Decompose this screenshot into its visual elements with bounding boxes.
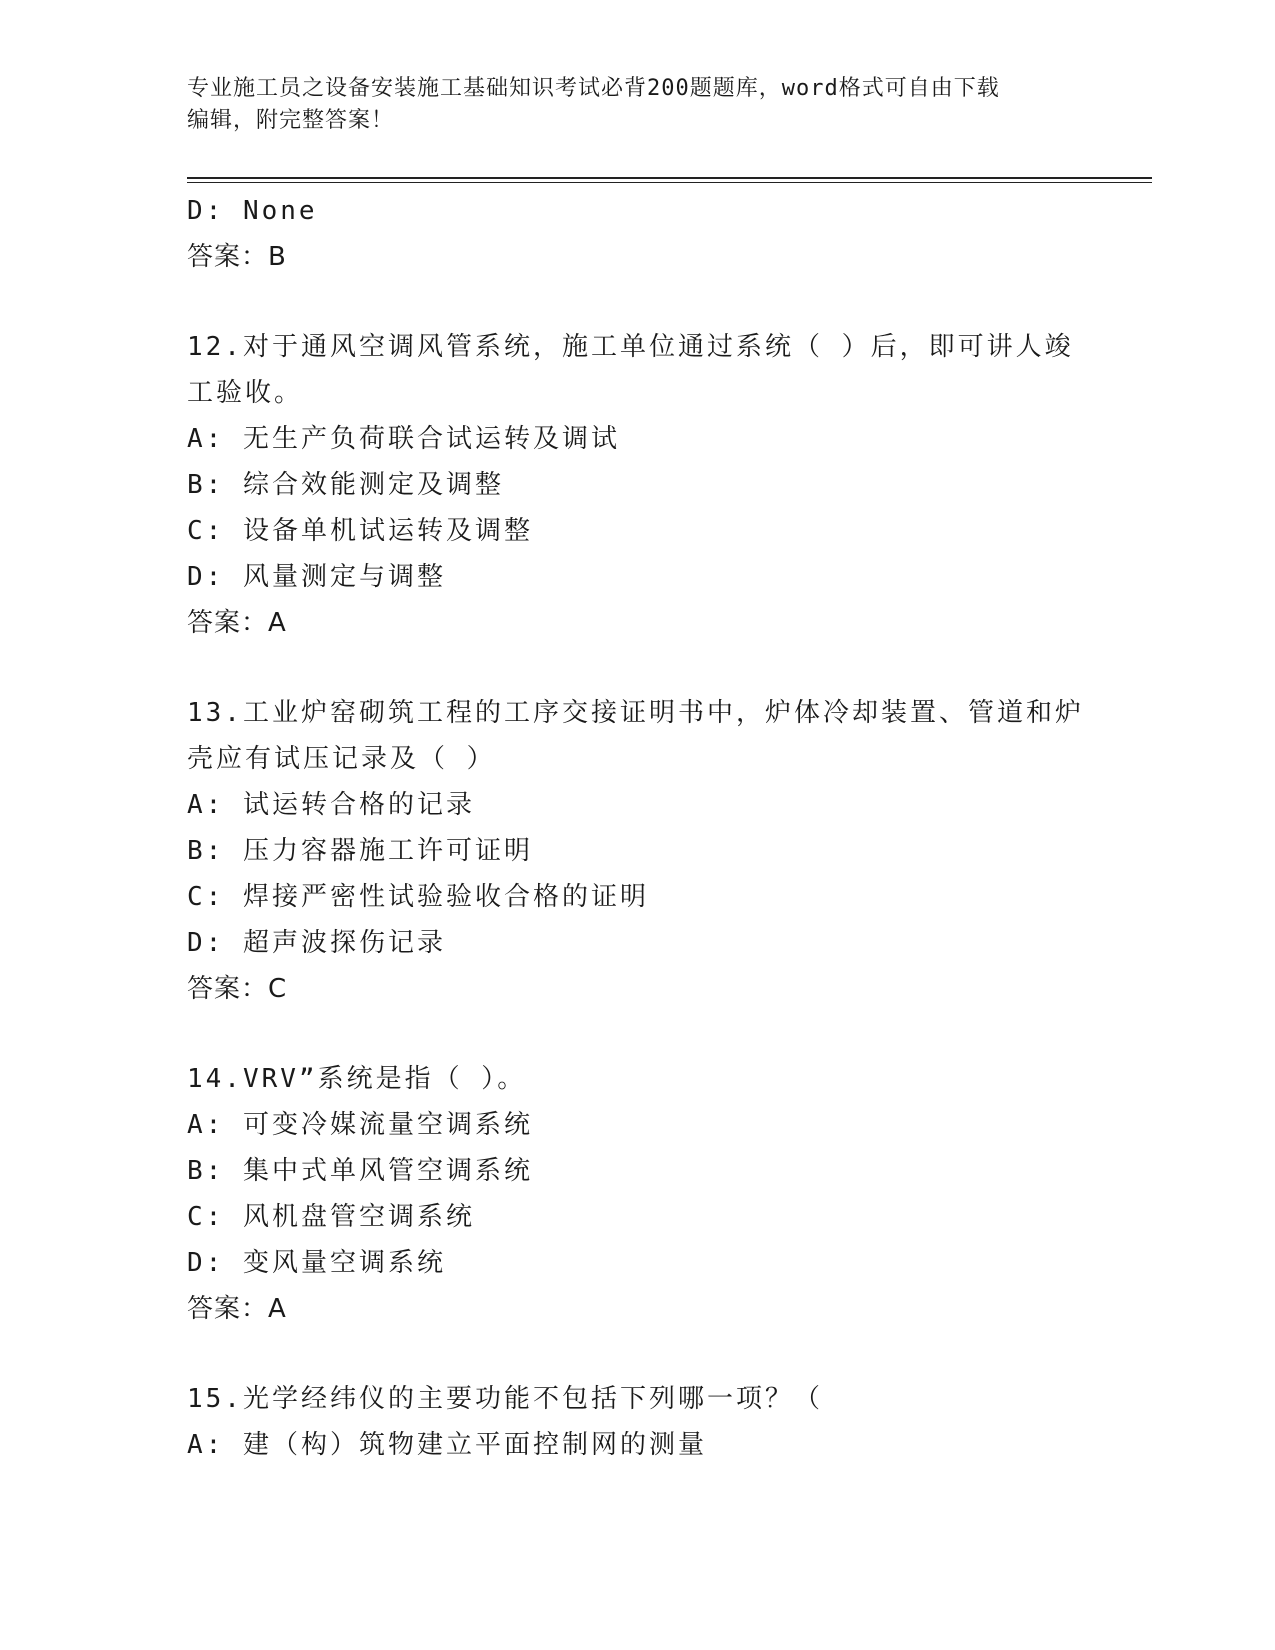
option-d: D: 风量测定与调整 [187, 562, 446, 592]
question-stem: 13.工业炉窑砌筑工程的工序交接证明书中，炉体冷却装置、管道和炉 [187, 698, 1084, 728]
option-a: A: 建（构）筑物建立平面控制网的测量 [187, 1430, 707, 1460]
option-d: D: None [187, 196, 318, 226]
option-a: A: 试运转合格的记录 [187, 790, 475, 820]
option-c: C: 焊接严密性试验验收合格的证明 [187, 882, 649, 912]
question-12 [187, 324, 1087, 646]
spacer [187, 646, 1087, 690]
question-stem: 12.对于通风空调风管系统，施工单位通过系统（ ）后，即可讲人竣 [187, 332, 1074, 362]
question-stem: 14.VRV”系统是指（ ）。 [187, 1064, 527, 1094]
option-c: C: 设备单机试运转及调整 [187, 516, 533, 546]
answer: 答案：C [187, 974, 288, 1004]
question-stem: 工验收。 [187, 378, 304, 408]
header-line-1: 专业施工员之设备安装施工基础知识考试必背200题题库，word格式可自由下载 [187, 76, 1000, 101]
question-13 [187, 690, 1087, 1012]
header-line-2: 编辑，附完整答案！ [187, 108, 395, 133]
question-15 [187, 1376, 1087, 1468]
option-b: B: 综合效能测定及调整 [187, 470, 504, 500]
option-d: D: 变风量空调系统 [187, 1248, 446, 1278]
option-d: D: 超声波探伤记录 [187, 928, 446, 958]
question-stem: 壳应有试压记录及（ ） [187, 744, 496, 774]
document-header [187, 73, 1087, 137]
question-stem: 15.光学经纬仪的主要功能不包括下列哪一项？（ [187, 1384, 823, 1414]
option-b: B: 压力容器施工许可证明 [187, 836, 533, 866]
answer: 答案：A [187, 1294, 287, 1324]
header-rule-thick [187, 177, 1152, 179]
spacer [187, 1332, 1087, 1376]
option-c: C: 风机盘管空调系统 [187, 1202, 475, 1232]
question-14 [187, 1056, 1087, 1332]
answer: 答案：A [187, 608, 287, 638]
spacer [187, 1012, 1087, 1056]
option-b: B: 集中式单风管空调系统 [187, 1156, 533, 1186]
previous-question-tail [187, 188, 1087, 280]
document-body [187, 188, 1087, 1468]
answer: 答案：B [187, 242, 287, 272]
option-a: A: 可变冷媒流量空调系统 [187, 1110, 533, 1140]
option-a: A: 无生产负荷联合试运转及调试 [187, 424, 620, 454]
spacer [187, 280, 1087, 324]
header-rule-thin [187, 182, 1152, 183]
